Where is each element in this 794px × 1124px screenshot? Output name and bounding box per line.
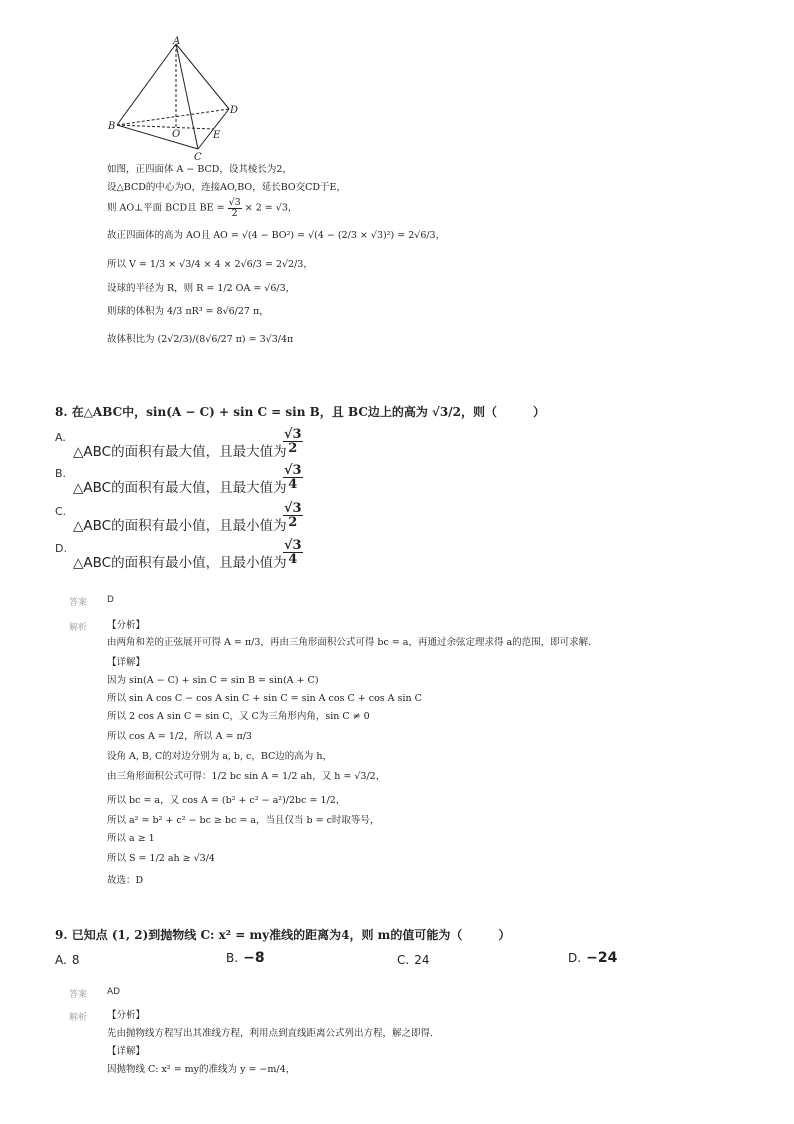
q9-option-B-letter: B. xyxy=(226,951,239,965)
edge-AD xyxy=(176,44,229,109)
q8-line-4: 所以 sin A cos C − cos A sin C + sin C = sin A cos C + cos A sin C xyxy=(107,693,422,704)
q8-option-B-value xyxy=(283,464,303,491)
q8-option-D-den: 4 xyxy=(288,552,298,567)
q8-option-D-letter: D. xyxy=(55,542,67,555)
q8-line-2: 【详解】 xyxy=(107,657,146,668)
edge-AB xyxy=(117,44,176,125)
q8-option-A-den: 2 xyxy=(288,441,298,456)
q8-option-C-text: △ABC的面积有最小值，且最小值为 xyxy=(73,518,287,534)
q8-option-C-num: √3 xyxy=(284,501,302,516)
q8-option-C-letter: C. xyxy=(55,505,67,518)
sol7-line3-a: 则 AO⊥平面 BCD且 BE = xyxy=(107,202,228,214)
sol7-line4: 故正四面体的高为 AO且 AO = √(4 − BO²) = √(4 − (2/3 × √3)²) = 2√6/3， xyxy=(107,230,446,241)
q8-option-B-den: 4 xyxy=(288,477,298,492)
q8-line-10: 所以 a² = b² + c² − bc ≥ bc = a，当且仅当 b = c时取等号， xyxy=(107,815,380,826)
q9-option-C-letter: C. xyxy=(397,953,410,967)
label-E: E xyxy=(213,130,221,141)
sol7-line1: 如图，正四面体 A − BCD，设其棱长为2， xyxy=(107,164,292,175)
q9-option-B-text: −8 xyxy=(243,950,265,966)
sol7-line7: 则球的体积为 4/3 πR³ = 8√6/27 π， xyxy=(107,306,269,317)
q9-analysis-tag: 解析 xyxy=(69,1013,88,1023)
q9-answer: AD xyxy=(107,987,121,997)
q9-option-C-text: 24 xyxy=(414,953,430,967)
q9-option-C[interactable] xyxy=(397,949,430,968)
q8-line-1: 由两角和差的正弦展开可得 A = π/3，再由三角形面积公式可得 bc = a，再通过余弦定理求得 a的范围，即可求解. xyxy=(107,637,592,648)
q8-line-9: 所以 bc = a，又 cos A = (b² + c² − a²)/2bc = 1/2， xyxy=(107,795,346,806)
q8-line-12: 所以 S = 1/2 ah ≥ √3/4 xyxy=(107,853,215,864)
q9-line-2: 【详解】 xyxy=(107,1046,146,1057)
q9-option-A[interactable] xyxy=(55,949,80,968)
q8-option-D-value xyxy=(283,539,303,566)
sol7-line8: 故体积比为 (2√2/3)/(8√6/27 π) = 3√3/4π xyxy=(107,334,294,345)
sol7-line3-d: × 2 = √3， xyxy=(241,202,298,214)
sol7-line5: 所以 V = 1/3 × √3/4 × 4 × 2√6/3 = 2√2/3， xyxy=(107,259,313,270)
q9-option-D-letter: D. xyxy=(568,951,582,965)
q8-option-B-letter: B. xyxy=(55,467,67,480)
label-B: B xyxy=(108,121,116,132)
q8-answer-tag: 答案 xyxy=(69,598,88,608)
sol7-line6: 设球的半径为 R，则 R = 1/2 OA = √6/3， xyxy=(107,283,296,294)
q8-option-A-text: △ABC的面积有最大值，且最大值为 xyxy=(73,444,287,460)
q9-line-3: 因抛物线 C: x² = my的准线为 y = −m/4， xyxy=(107,1064,296,1075)
sol7-line2: 设△BCD的中心为O，连接AO,BO，延长BO交CD于E， xyxy=(107,182,346,193)
q8-option-A-value xyxy=(283,428,303,455)
q8-line-13: 故选：D xyxy=(107,875,144,886)
sol7-line3-den: 2 xyxy=(231,207,238,219)
q8-option-A-letter: A. xyxy=(55,431,66,444)
tetrahedron-figure xyxy=(105,36,245,164)
q8-option-D-num: √3 xyxy=(284,538,302,553)
q8-option-C-den: 2 xyxy=(288,515,298,530)
q8-line-5: 所以 2 cos A sin C = sin C，又 C为三角形内角，sin C ≠ 0 xyxy=(107,711,370,722)
edge-BC xyxy=(117,125,198,149)
q8-stem: 8. 在△ABC中，sin(A − C) + sin C = sin B，且 BC边上的高为 √3/2，则（ ） xyxy=(55,405,546,419)
q8-analysis-tag: 解析 xyxy=(69,623,88,633)
q8-option-D-text: △ABC的面积有最小值，且最小值为 xyxy=(73,555,287,571)
label-C: C xyxy=(194,152,202,163)
q8-line-8: 由三角形面积公式可得：1/2 bc sin A = 1/2 ah，又 h = √3/2， xyxy=(107,771,386,782)
q9-line-0: 【分析】 xyxy=(107,1010,146,1021)
edge-BD xyxy=(117,109,229,125)
q8-line-11: 所以 a ≥ 1 xyxy=(107,833,155,844)
label-D: D xyxy=(230,105,239,116)
q8-option-C-value xyxy=(283,502,303,529)
q8-line-6: 所以 cos A = 1/2，所以 A = π/3 xyxy=(107,731,252,742)
sol7-line3 xyxy=(107,198,297,218)
sol7-line3-num: √3 xyxy=(228,197,241,208)
q9-answer-tag: 答案 xyxy=(69,990,88,1000)
q9-option-B[interactable] xyxy=(226,947,265,966)
q8-answer: D xyxy=(107,595,114,605)
q9-option-D[interactable] xyxy=(568,947,617,966)
q8-option-B-num: √3 xyxy=(284,463,302,478)
q9-option-A-text: 8 xyxy=(71,953,80,967)
q9-option-D-text: −24 xyxy=(586,950,618,966)
q8-line-3: 因为 sin(A − C) + sin C = sin B = sin(A + C) xyxy=(107,675,319,686)
label-A: A xyxy=(173,36,181,47)
q8-line-7: 设角 A, B, C的对边分别为 a, b, c，BC边的高为 h， xyxy=(107,751,332,762)
q9-line-1: 先由抛物线方程写出其准线方程，利用点到直线距离公式列出方程，解之即得. xyxy=(107,1028,434,1039)
q8-line-0: 【分析】 xyxy=(107,620,146,631)
q9-option-A-letter: A. xyxy=(55,953,67,967)
q8-option-B-text: △ABC的面积有最大值，且最大值为 xyxy=(73,480,287,496)
q8-option-A-num: √3 xyxy=(284,427,302,442)
q9-stem: 9. 已知点 (1, 2)到抛物线 C: x² = my准线的距离为4，则 m的值可能为（ ） xyxy=(55,928,511,942)
segment-BE xyxy=(117,125,213,129)
label-O: O xyxy=(172,129,181,140)
